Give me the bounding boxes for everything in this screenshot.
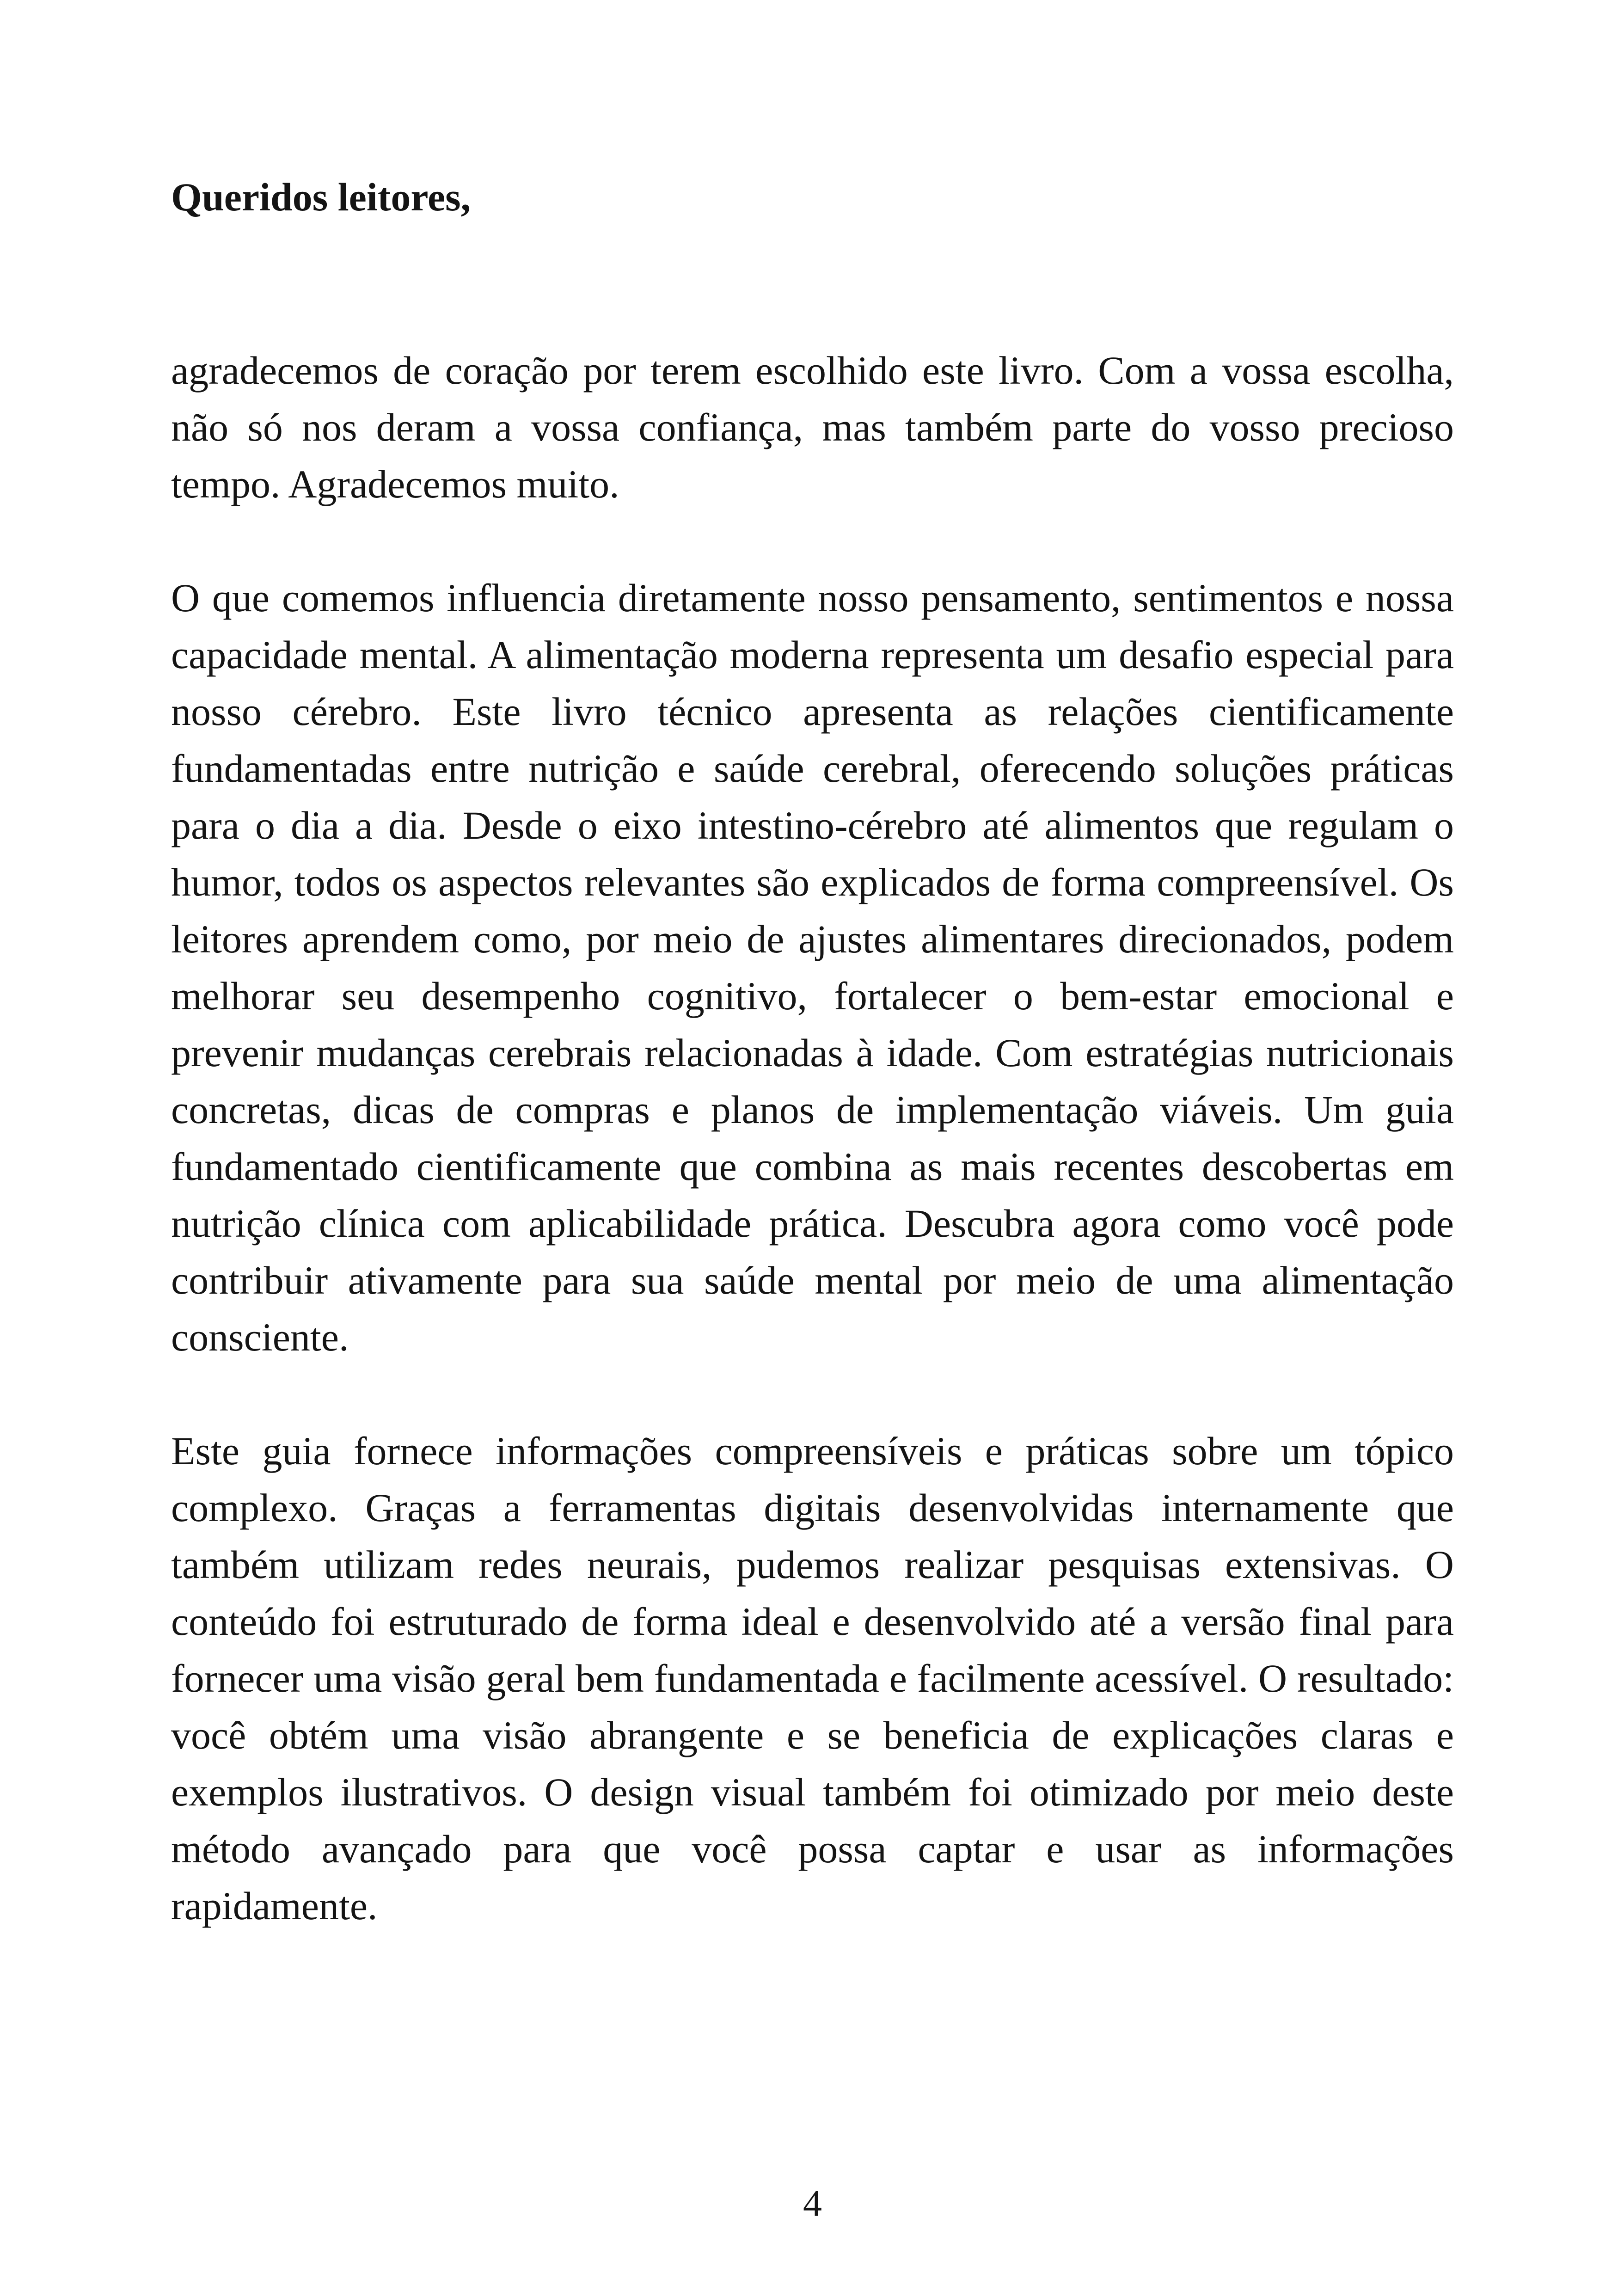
paragraph-book-summary: O que comemos influencia diretamente nosso pensamento, sentimentos e nossa capacidade mental. A alimentação moderna representa um desafio especial para nosso cérebro. Este livro técnico apresenta as relações cientificamente fundamentadas entre nutrição e saúde cerebral, oferecendo soluções práticas para o dia a dia. Desde o eixo intestino-cérebro até alimentos que regulam o humor, todos os aspectos relevantes são explicados de forma compreensível. Os leitores aprendem como, por meio de ajustes alimentares direcionados, podem melhorar seu desempenho cognitivo, fortalecer o bem-estar emocional e prevenir mudanças cerebrais relacionadas à idade. Com estratégias nutricionais concretas, dicas de compras e planos de implementação viáveis. Um guia fundamentado cientificamente que combina as mais recentes descobertas em nutrição clínica com aplicabilidade prática. Descubra agora como você pode contribuir ativamente para sua saúde mental por meio de uma alimentação consciente. <box>171 576 1454 1359</box>
page-number: 4 <box>803 2182 822 2224</box>
greeting-heading: Queridos leitores, <box>171 175 471 219</box>
paragraph-thanks: agradecemos de coração por terem escolhido este livro. Com a vossa escolha, não só nos deram a vossa confiança, mas também parte do vosso precioso tempo. Agradecemos muito. <box>171 348 1454 506</box>
body-text <box>171 342 1454 1991</box>
paragraph-guide-method: Este guia fornece informações compreensíveis e práticas sobre um tópico complexo. Graças a ferramentas digitais desenvolvidas internamente que também utilizam redes neurais, pudemos realizar pesquisas extensivas. O conteúdo foi estruturado de forma ideal e desenvolvido até a versão final para fornecer uma visão geral bem fundamentada e facilmente acessível. O resultado: você obtém uma visão abrangente e se beneficia de explicações claras e exemplos ilustrativos. O design visual também foi otimizado por meio deste método avançado para que você possa captar e usar as informações rapidamente. <box>171 1429 1454 1928</box>
document-page <box>171 0 1454 2296</box>
